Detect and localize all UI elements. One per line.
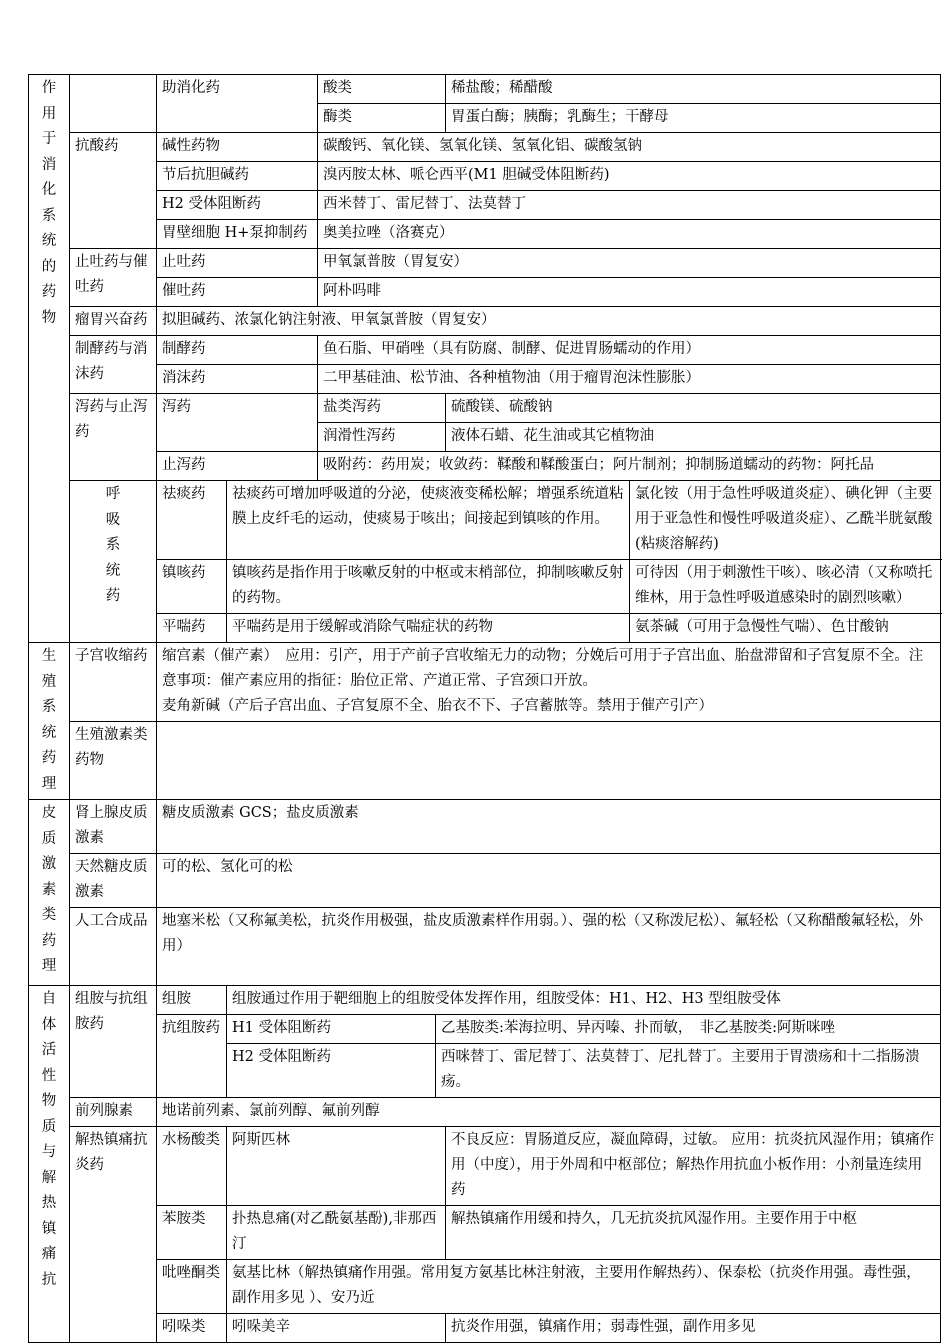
drug-name-cell: 吲哚美辛 <box>227 1314 446 1343</box>
table-row <box>29 1314 941 1343</box>
drug-list-cell: 奥美拉唑（洛赛克） <box>318 220 941 249</box>
table-row <box>29 1098 941 1127</box>
drug-list-cell: 液体石蜡、花生油或其它植物油 <box>446 423 941 452</box>
table-row <box>29 220 941 249</box>
table-row <box>29 191 941 220</box>
drug-type-cell: 吡唑酮类 <box>157 1260 227 1314</box>
ergometrine-text: 麦角新碱（产后子宫出血、子宫复原不全、胎衣不下、子宫蓄脓等。禁用于催产引产） <box>162 698 713 714</box>
drug-type-cell: 止吐药 <box>157 249 318 278</box>
drug-list-cell: 可待因（用于刺激性干咳）、咳必清（又称喷托维林，用于急性呼吸道感染时的剧烈咳嗽） <box>630 560 941 614</box>
table-row <box>29 854 941 908</box>
drug-list-cell: 氯化铵（用于急性呼吸道炎症）、碘化钾（主要用于亚急性和慢性呼吸道炎症）、乙酰半胱氨酸(粘痰溶解药) <box>630 481 941 560</box>
drug-list-cell: 可的松、氢化可的松 <box>157 854 941 908</box>
subcategory-cell: 止吐药与催吐药 <box>70 249 157 307</box>
description-cell: 平喘药是用于缓解或消除气喘症状的药物 <box>227 614 630 643</box>
drug-list-cell: 地诺前列素、氯前列醇、氟前列醇 <box>157 1098 941 1127</box>
drug-type-cell: 止泻药 <box>157 452 318 481</box>
drug-type-cell: 酸类 <box>318 75 446 104</box>
drug-type-cell: 催吐药 <box>157 278 318 307</box>
drug-type-cell: H2 受体阻断药 <box>157 191 318 220</box>
drug-type-cell: 润滑性泻药 <box>318 423 446 452</box>
subcategory-cell: 瘤胃兴奋药 <box>70 307 157 336</box>
drug-list-cell: 西米替丁、雷尼替丁、法莫替丁 <box>318 191 941 220</box>
subcategory-cell: 天然糖皮质激素 <box>70 854 157 908</box>
drug-type-cell: 节后抗胆碱药 <box>157 162 318 191</box>
table-row <box>29 1127 941 1206</box>
drug-list-cell: 西咪替丁、雷尼替丁、法莫替丁、尼扎替丁。主要用于胃溃疡和十二指肠溃疡。 <box>436 1044 941 1098</box>
subcategory-cell: 抗酸药 <box>70 133 157 249</box>
drug-list-cell: 地塞米松（又称氟美松，抗炎作用极强，盐皮质激素样作用弱。）、强的松（又称泼尼松）、氟轻松（又称醋酸氟轻松，外用） <box>157 908 941 986</box>
table-row <box>29 1206 941 1260</box>
table-row <box>29 722 941 800</box>
category-reproductive: 生殖系统药理 <box>29 643 70 800</box>
drug-type-cell: 酶类 <box>318 104 446 133</box>
table-row <box>29 643 941 722</box>
table-row <box>29 307 941 336</box>
table-row <box>29 481 941 560</box>
drug-type-cell: 碱性药物 <box>157 133 318 162</box>
category-digestive: 作用于消化系统的药物 <box>29 75 70 643</box>
table-row <box>29 133 941 162</box>
subcategory-cell: 子宫收缩药 <box>70 643 157 722</box>
subcategory-cell: 平喘药 <box>157 614 227 643</box>
drug-list-cell: 阿朴吗啡 <box>318 278 941 307</box>
drug-type-cell: 制酵药 <box>157 336 318 365</box>
drug-type-cell: 水杨酸类 <box>157 1127 227 1206</box>
drug-list-cell: 拟胆碱药、浓氯化钠注射液、甲氧氯普胺（胃复安） <box>157 307 941 336</box>
table-row <box>29 162 941 191</box>
drug-list-cell: 碳酸钙、氧化镁、氢氧化镁、氢氧化铝、碳酸氢钠 <box>318 133 941 162</box>
table-row <box>29 249 941 278</box>
drug-list-cell: 乙基胺类:苯海拉明、异丙嗪、扑而敏， 非乙基胺类:阿斯咪唑 <box>436 1015 941 1044</box>
drug-list-cell <box>157 722 941 800</box>
table-row <box>29 614 941 643</box>
subcategory-cell: 制酵药与消沫药 <box>70 336 157 394</box>
subcategory-cell: 解热镇痛抗炎药 <box>70 1127 157 1343</box>
table-row <box>29 394 941 423</box>
table-row <box>29 336 941 365</box>
description-cell: 祛痰药可增加呼吸道的分泌，使痰液变稀松解；增强系统道粘膜上皮纤毛的运动，使痰易于咳出；间接起到镇咳的作用。 <box>227 481 630 560</box>
subcategory-cell: 肾上腺皮质激素 <box>70 800 157 854</box>
drug-list-cell: 氨茶碱（可用于急慢性气喘）、色甘酸钠 <box>630 614 941 643</box>
drug-list-cell: 二甲基硅油、松节油、各种植物油（用于瘤胃泡沫性膨胀） <box>318 365 941 394</box>
table-row <box>29 1015 941 1044</box>
table-row <box>29 452 941 481</box>
drug-type-cell: 消沫药 <box>157 365 318 394</box>
subcategory-cell: 人工合成品 <box>70 908 157 986</box>
subcategory-cell <box>70 75 157 133</box>
subcategory-cell: 镇咳药 <box>157 560 227 614</box>
description-cell <box>157 643 941 722</box>
subcategory-cell: 组胺与抗组胺药 <box>70 986 157 1098</box>
drug-list-cell: 稀盐酸；稀醋酸 <box>446 75 941 104</box>
table-row <box>29 1260 941 1314</box>
description-cell: 解热镇痛作用缓和持久，几无抗炎抗风湿作用。主要作用于中枢 <box>446 1206 941 1260</box>
description-cell: 氨基比林（解热镇痛作用强。常用复方氨基比林注射液，主要用作解热药）、保泰松（抗炎作用强。毒性强，副作用多见 ）、安乃近 <box>227 1260 941 1314</box>
category-corticosteroid: 皮质激素类药理 <box>29 800 70 986</box>
drug-type-cell: 吲哚类 <box>157 1314 227 1343</box>
subcategory-cell: 前列腺素 <box>70 1098 157 1127</box>
table-row <box>29 560 941 614</box>
category-respiratory: 呼吸系统药 <box>70 481 157 643</box>
subcategory-cell: 生殖激素类药物 <box>70 722 157 800</box>
subcategory-cell: 泻药与止泻药 <box>70 394 157 481</box>
table-row <box>29 75 941 104</box>
table-row <box>29 986 941 1015</box>
drug-type-cell: 胃壁细胞 H+泵抑制药 <box>157 220 318 249</box>
drug-name-cell: 扑热息痛(对乙酰氨基酚),非那西汀 <box>227 1206 446 1260</box>
description-cell: 抗炎作用强，镇痛作用；弱毒性强，副作用多见 <box>446 1314 941 1343</box>
description-cell: 组胺通过作用于靶细胞上的组胺受体发挥作用，组胺受体：H1、H2、H3 型组胺受体 <box>227 986 941 1015</box>
drug-type-cell: 苯胺类 <box>157 1206 227 1260</box>
drug-list-cell: 糖皮质激素 GCS；盐皮质激素 <box>157 800 941 854</box>
drug-name-cell: 阿斯匹林 <box>227 1127 446 1206</box>
drug-type-cell: 抗组胺药 <box>157 1015 227 1098</box>
category-autacoid: 自体活性物质与解热镇痛抗 <box>29 986 70 1343</box>
table-row <box>29 800 941 854</box>
drug-type-cell: 组胺 <box>157 986 227 1015</box>
drug-type-cell: H1 受体阻断药 <box>227 1015 436 1044</box>
drug-type-cell: 盐类泻药 <box>318 394 446 423</box>
drug-type-cell: H2 受体阻断药 <box>227 1044 436 1098</box>
drug-table-page <box>28 74 940 1343</box>
drug-type-cell: 助消化药 <box>157 75 318 133</box>
table-row <box>29 365 941 394</box>
table-row <box>29 278 941 307</box>
description-cell: 镇咳药是指作用于咳嗽反射的中枢或末梢部位，抑制咳嗽反射的药物。 <box>227 560 630 614</box>
subcategory-cell: 祛痰药 <box>157 481 227 560</box>
drug-list-cell: 甲氧氯普胺（胃复安） <box>318 249 941 278</box>
drug-type-cell: 泻药 <box>157 394 318 452</box>
pharmacology-table <box>28 74 941 1343</box>
drug-list-cell: 吸附药：药用炭；收敛药：鞣酸和鞣酸蛋白；阿片制剂；抑制肠道蠕动的药物：阿托品 <box>318 452 941 481</box>
drug-list-cell: 硫酸镁、硫酸钠 <box>446 394 941 423</box>
table-row <box>29 908 941 986</box>
drug-list-cell: 溴丙胺太林、哌仑西平(M1 胆碱受体阻断药) <box>318 162 941 191</box>
drug-list-cell: 胃蛋白酶；胰酶；乳酶生；干酵母 <box>446 104 941 133</box>
drug-list-cell: 鱼石脂、甲硝唑（具有防腐、制酵、促进胃肠蠕动的作用） <box>318 336 941 365</box>
oxytocin-text: 缩宫素（催产素） 应用：引产，用于产前子宫收缩无力的动物；分娩后可用于子宫出血、胎盘滞留和子宫复原不全。注意事项：催产素应用的指征：胎位正常、产道正常、子宫颈口开放。 <box>162 648 924 689</box>
description-cell: 不良反应：胃肠道反应，凝血障碍，过敏。 应用：抗炎抗风湿作用；镇痛作用（中度），用于外周和中枢部位；解热作用抗血小板作用：小剂量连续用药 <box>446 1127 941 1206</box>
